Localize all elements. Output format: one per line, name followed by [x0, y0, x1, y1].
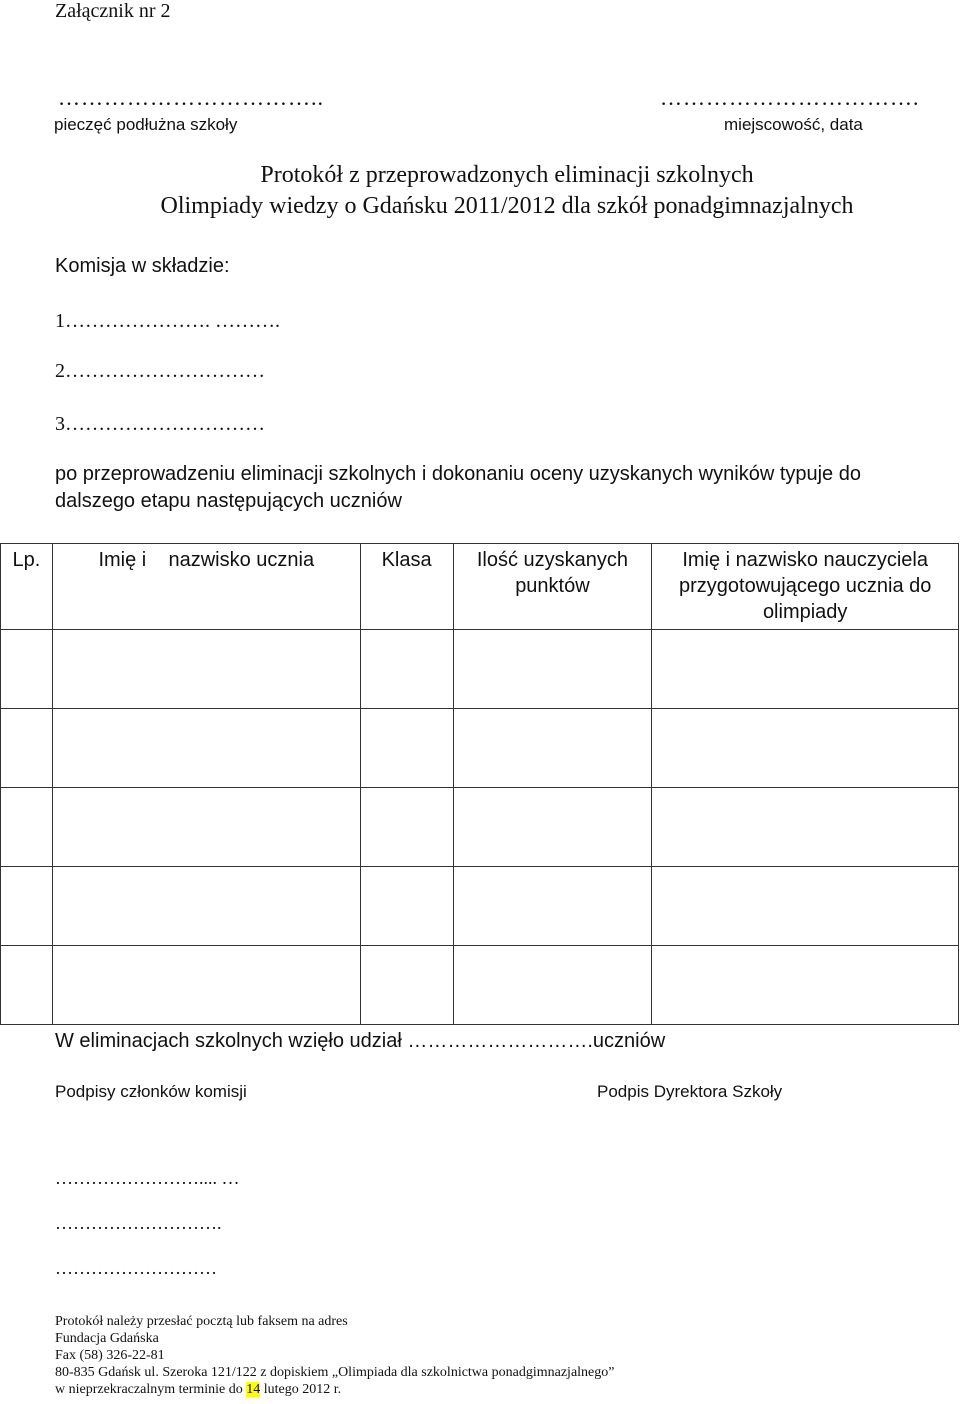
committee-member-2: 2…………………………	[55, 360, 265, 382]
column-header-number: Lp.	[1, 544, 53, 630]
signature-line-2: ……………………….	[55, 1213, 222, 1233]
table-cell-teacher[interactable]	[652, 788, 959, 867]
footer-line-5	[55, 1381, 341, 1398]
annex-label: Załącznik nr 2	[55, 0, 171, 22]
students-table	[0, 543, 959, 1025]
table-cell-class[interactable]	[360, 709, 453, 788]
table-cell-class[interactable]	[360, 867, 453, 946]
table-row	[1, 867, 959, 946]
committee-member-3: 3…………………………	[55, 413, 265, 435]
footer-deadline-prefix: w nieprzekraczalnym terminie do	[55, 1382, 247, 1397]
table-cell-teacher[interactable]	[652, 867, 959, 946]
stamp-label: pieczęć podłużna szkoły	[54, 115, 238, 134]
table-cell-points[interactable]	[453, 867, 652, 946]
table-cell-teacher[interactable]	[652, 630, 959, 709]
table-cell-student-name[interactable]	[52, 788, 360, 867]
footer-line-2: Fundacja Gdańska	[55, 1331, 159, 1346]
signature-line-1: …………………….... …	[55, 1168, 240, 1188]
table-cell-teacher[interactable]	[652, 709, 959, 788]
footer-deadline-suffix: lutego 2012 r.	[260, 1382, 342, 1397]
document-title-line1: Protokół z przeprowadzonych eliminacji szkolnych	[260, 162, 754, 188]
table-cell-student-name[interactable]	[52, 867, 360, 946]
table-cell-points[interactable]	[453, 709, 652, 788]
table-row	[1, 709, 959, 788]
committee-label: Komisja w składzie:	[55, 255, 230, 277]
intro-text-line2: dalszego etapu następujących uczniów	[55, 490, 402, 512]
table-cell-points[interactable]	[453, 788, 652, 867]
participation-line: W eliminacjach szkolnych wzięło udział ……………………….uczniów	[55, 1030, 666, 1052]
table-cell-number[interactable]	[1, 867, 53, 946]
footer-line-3: Fax (58) 326-22-81	[55, 1348, 165, 1363]
footer-deadline-day: 14	[246, 1382, 261, 1397]
table-cell-student-name[interactable]	[52, 946, 360, 1025]
table-cell-points[interactable]	[453, 630, 652, 709]
column-header-student-name: Imię i nazwisko ucznia	[52, 544, 360, 630]
document-title-line2: Olimpiady wiedzy o Gdańsku 2011/2012 dla szkół ponadgimnazjalnych	[160, 193, 854, 219]
column-header-points: Ilość uzyskanych punktów	[453, 544, 652, 630]
table-cell-student-name[interactable]	[52, 630, 360, 709]
table-cell-number[interactable]	[1, 630, 53, 709]
place-date-dotted-line: …………………………….	[660, 85, 920, 110]
committee-signatures-label: Podpisy członków komisji	[55, 1082, 247, 1101]
table-cell-class[interactable]	[360, 788, 453, 867]
table-header-row	[1, 544, 959, 630]
table-row	[1, 788, 959, 867]
column-header-class: Klasa	[360, 544, 453, 630]
stamp-dotted-line: ……………………………..	[58, 85, 324, 110]
table-row	[1, 946, 959, 1025]
place-date-label: miejscowość, data	[724, 115, 863, 134]
footer-line-1: Protokół należy przesłać pocztą lub faksem na adres	[55, 1314, 348, 1329]
director-signature-label: Podpis Dyrektora Szkoły	[597, 1082, 783, 1101]
column-header-teacher: Imię i nazwisko nauczyciela przygotowującego ucznia do olimpiady	[652, 544, 959, 630]
table-cell-class[interactable]	[360, 946, 453, 1025]
table-cell-student-name[interactable]	[52, 709, 360, 788]
intro-text-line1: po przeprowadzeniu eliminacji szkolnych i dokonaniu oceny uzyskanych wyników typuje do	[55, 463, 861, 485]
table-cell-number[interactable]	[1, 709, 53, 788]
table-cell-points[interactable]	[453, 946, 652, 1025]
table-cell-number[interactable]	[1, 946, 53, 1025]
table-cell-teacher[interactable]	[652, 946, 959, 1025]
committee-member-1: 1…………………. ……….	[55, 310, 280, 332]
signature-line-3: ………………………	[55, 1258, 217, 1278]
table-row	[1, 630, 959, 709]
table-cell-number[interactable]	[1, 788, 53, 867]
footer-line-4: 80-835 Gdańsk ul. Szeroka 121/122 z dopiskiem „Olimpiada dla szkolnictwa ponadgimnazjalnego”	[55, 1365, 615, 1380]
table-cell-class[interactable]	[360, 630, 453, 709]
